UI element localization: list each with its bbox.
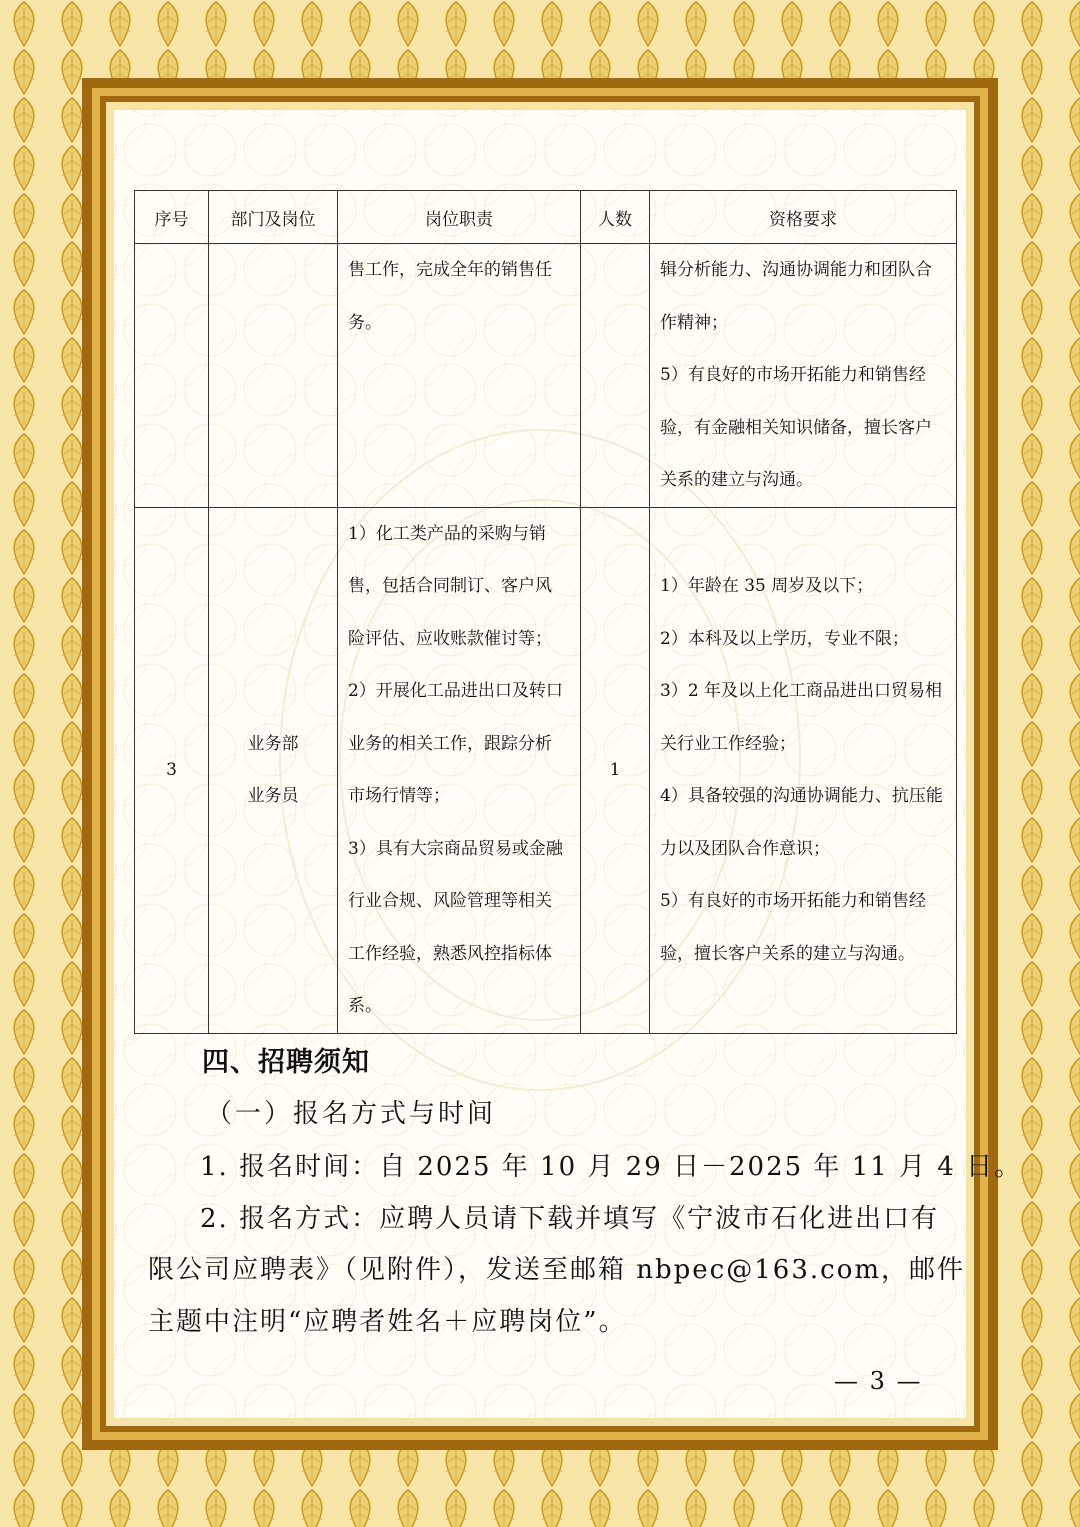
cell-index — [135, 244, 209, 508]
duty-line: 系。 — [348, 996, 382, 1016]
header-index: 序号 — [135, 191, 209, 244]
duty-line: 险评估、应收账款催讨等； — [348, 628, 552, 649]
requirement-line: 1）年龄在 35 周岁及以下； — [660, 576, 874, 596]
duty-line: 市场行情等； — [348, 786, 450, 806]
header-duties: 岗位职责 — [338, 191, 581, 244]
duty-line: 售，包括合同制订、客户风 — [348, 576, 552, 596]
duty-line: 1）化工类产品的采购与销 — [348, 523, 546, 544]
recruitment-table — [134, 190, 957, 1034]
duty-line: 售工作，完成全年的销售任 — [348, 260, 552, 280]
requirement-line: 3）2 年及以上化工商品进出口贸易相 — [660, 681, 943, 701]
table-row — [135, 244, 957, 508]
section-heading: 四、招聘须知 — [202, 1047, 370, 1078]
requirement-line: 辑分析能力、沟通协调能力和团队合 — [660, 260, 932, 280]
table-header-row — [135, 191, 957, 244]
page-number: — 3 — — [834, 1367, 923, 1395]
requirement-line: 验，擅长客户关系的建立与沟通。 — [660, 943, 915, 964]
requirement-line: 作精神； — [660, 312, 728, 333]
duty-line: 业务的相关工作，跟踪分析 — [348, 733, 552, 754]
cell-count: 1 — [581, 507, 650, 1033]
cell-duties — [338, 507, 581, 1033]
cell-department — [209, 244, 338, 508]
requirement-line: 关系的建立与沟通。 — [660, 470, 813, 490]
duty-line: 务。 — [348, 312, 382, 333]
duty-line: 3）具有大宗商品贸易或金融 — [348, 838, 563, 859]
requirement-line: 5）有良好的市场开拓能力和销售经 — [660, 365, 926, 385]
requirement-line: 4）具备较强的沟通协调能力、抗压能 — [660, 786, 943, 806]
position-name: 业务员 — [247, 786, 299, 806]
requirement-line: 2）本科及以上学历，专业不限； — [660, 628, 909, 649]
cell-requirements — [650, 507, 957, 1033]
cell-duties — [338, 244, 581, 508]
requirement-line: 力以及团队合作意识； — [660, 838, 830, 859]
registration-time: 1. 报名时间：自 2025 年 10 月 29 日－2025 年 11 月 4 日。 — [200, 1152, 1023, 1182]
registration-method-line-3: 主题中注明“应聘者姓名＋应聘岗位”。 — [148, 1307, 627, 1337]
duty-line: 行业合规、风险管理等相关 — [348, 891, 552, 911]
duty-line: 工作经验，熟悉风控指标体 — [348, 943, 552, 964]
department-name: 业务部 — [247, 733, 299, 754]
registration-method-line-1: 2. 报名方式：应聘人员请下载并填写《宁波市石化进出口有 — [200, 1204, 940, 1234]
requirement-line: 验，有金融相关知识储备，擅长客户 — [660, 417, 932, 438]
header-count: 人数 — [581, 191, 650, 244]
subsection-heading: （一）报名方式与时间 — [206, 1099, 497, 1129]
cell-count — [581, 244, 650, 508]
table-row — [135, 507, 957, 1033]
cell-index: 3 — [135, 507, 209, 1033]
cell-requirements — [650, 244, 957, 508]
requirement-line: 关行业工作经验； — [660, 733, 796, 754]
duty-line: 2）开展化工品进出口及转口 — [348, 681, 563, 701]
header-department: 部门及岗位 — [209, 191, 338, 244]
requirement-line: 5）有良好的市场开拓能力和销售经 — [660, 891, 926, 911]
cell-department — [209, 507, 338, 1033]
registration-method-line-2: 限公司应聘表》（见附件），发送至邮箱 nbpec@163.com，邮件 — [148, 1255, 966, 1285]
header-requirements: 资格要求 — [650, 191, 957, 244]
